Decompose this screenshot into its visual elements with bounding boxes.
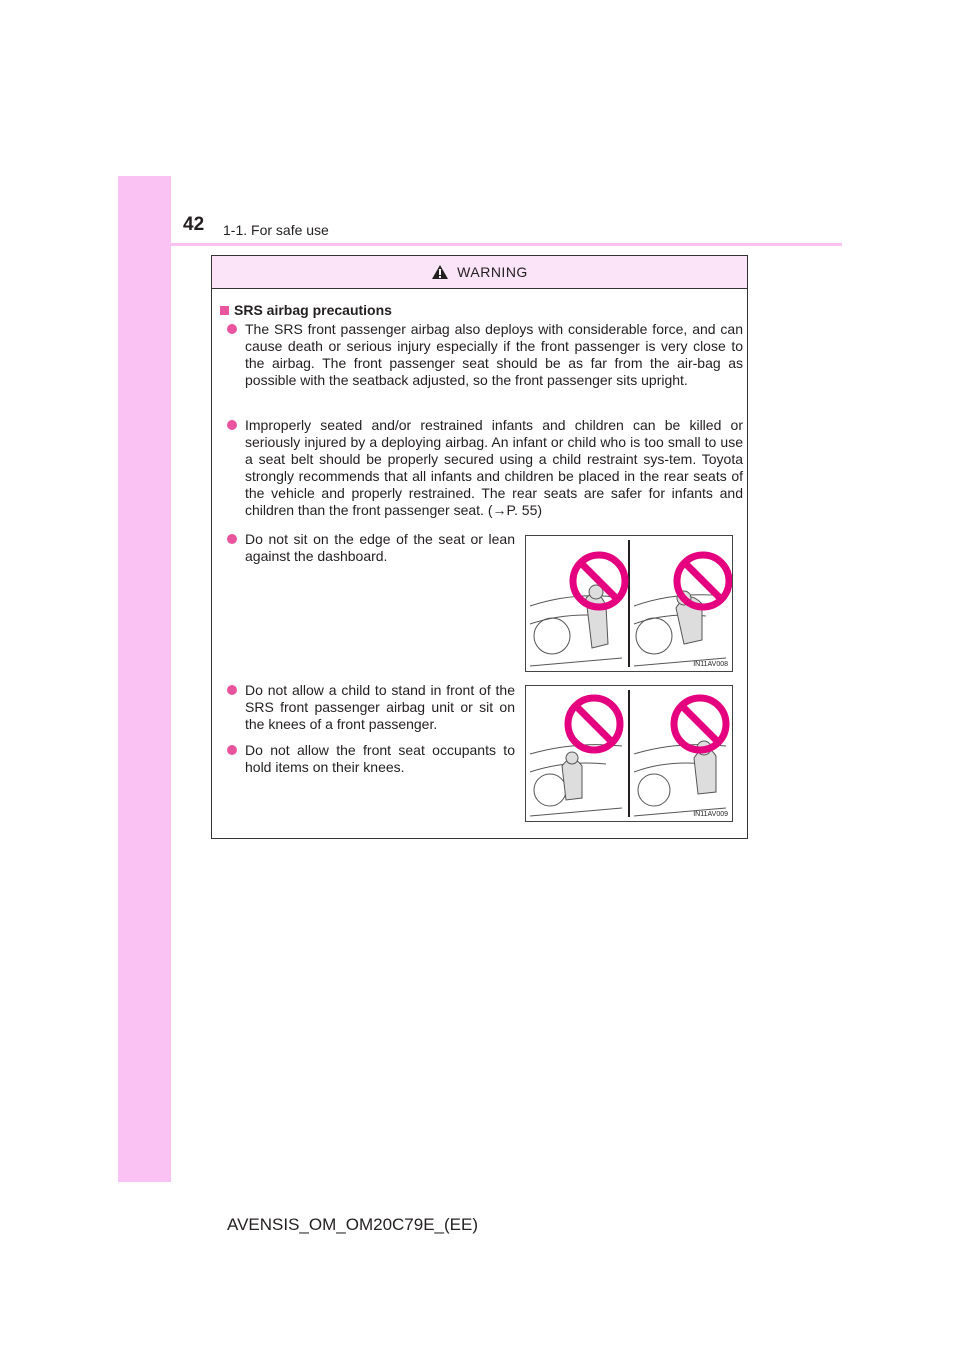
section-title: 1-1. For safe use	[223, 222, 329, 238]
list-item	[227, 682, 515, 733]
list-item-text: Do not allow the front seat occupants to hold items on their knees.	[245, 742, 515, 775]
list-item	[227, 531, 515, 565]
illustration-child-standing	[525, 685, 733, 822]
header-rule	[118, 243, 842, 246]
list-item-text: The SRS front passenger airbag also deploys with considerable force, and can cause death or serious injury especially if the front passenger is very close to the airbag. The front passenger seat should be as far from the air-bag as possible with the seatback adjusted, so the front passenger sits upright.	[245, 321, 743, 388]
bullet-icon	[227, 534, 237, 544]
warning-header	[212, 256, 747, 289]
warning-label: WARNING	[457, 264, 528, 280]
list-item-text: Do not sit on the edge of the seat or lean against the dashboard.	[245, 531, 515, 564]
list-item	[227, 321, 743, 389]
bullet-icon	[227, 324, 237, 334]
section-heading	[220, 302, 392, 318]
footer-doc-code: AVENSIS_OM_OM20C79E_(EE)	[227, 1215, 478, 1234]
illustration-seat-edge	[525, 535, 733, 672]
warning-triangle-icon	[431, 264, 449, 280]
list-item	[227, 417, 743, 519]
prohibition-icon	[677, 555, 729, 607]
illustration-code: IN11AV009	[693, 811, 728, 818]
bullet-icon	[227, 685, 237, 695]
square-bullet-icon	[220, 306, 229, 315]
page-number: 42	[183, 214, 205, 235]
bullet-icon	[227, 420, 237, 430]
prohibition-icon	[568, 698, 620, 750]
section-heading-text: SRS airbag precautions	[234, 302, 392, 318]
side-color-band	[118, 176, 171, 1182]
bullet-icon	[227, 745, 237, 755]
list-item-text: Do not allow a child to stand in front of the SRS front passenger airbag unit or sit on the knees of a front passenger.	[245, 682, 515, 732]
warning-box	[211, 255, 748, 839]
illustration-code: IN11AV008	[693, 661, 728, 668]
list-item-text: Improperly seated and/or restrained infants and children can be killed or seriously injured by a deploying airbag. An infant or child who is too small to use a seat belt should be properly secured using a child restraint sys-tem. Toyota strongly recommends that all infants and children be placed in the rear seats of the vehicle and properly restrained. The rear seats are safer for infants and children than the front passenger seat. (→P. 55)	[245, 417, 743, 518]
list-item	[227, 742, 515, 776]
